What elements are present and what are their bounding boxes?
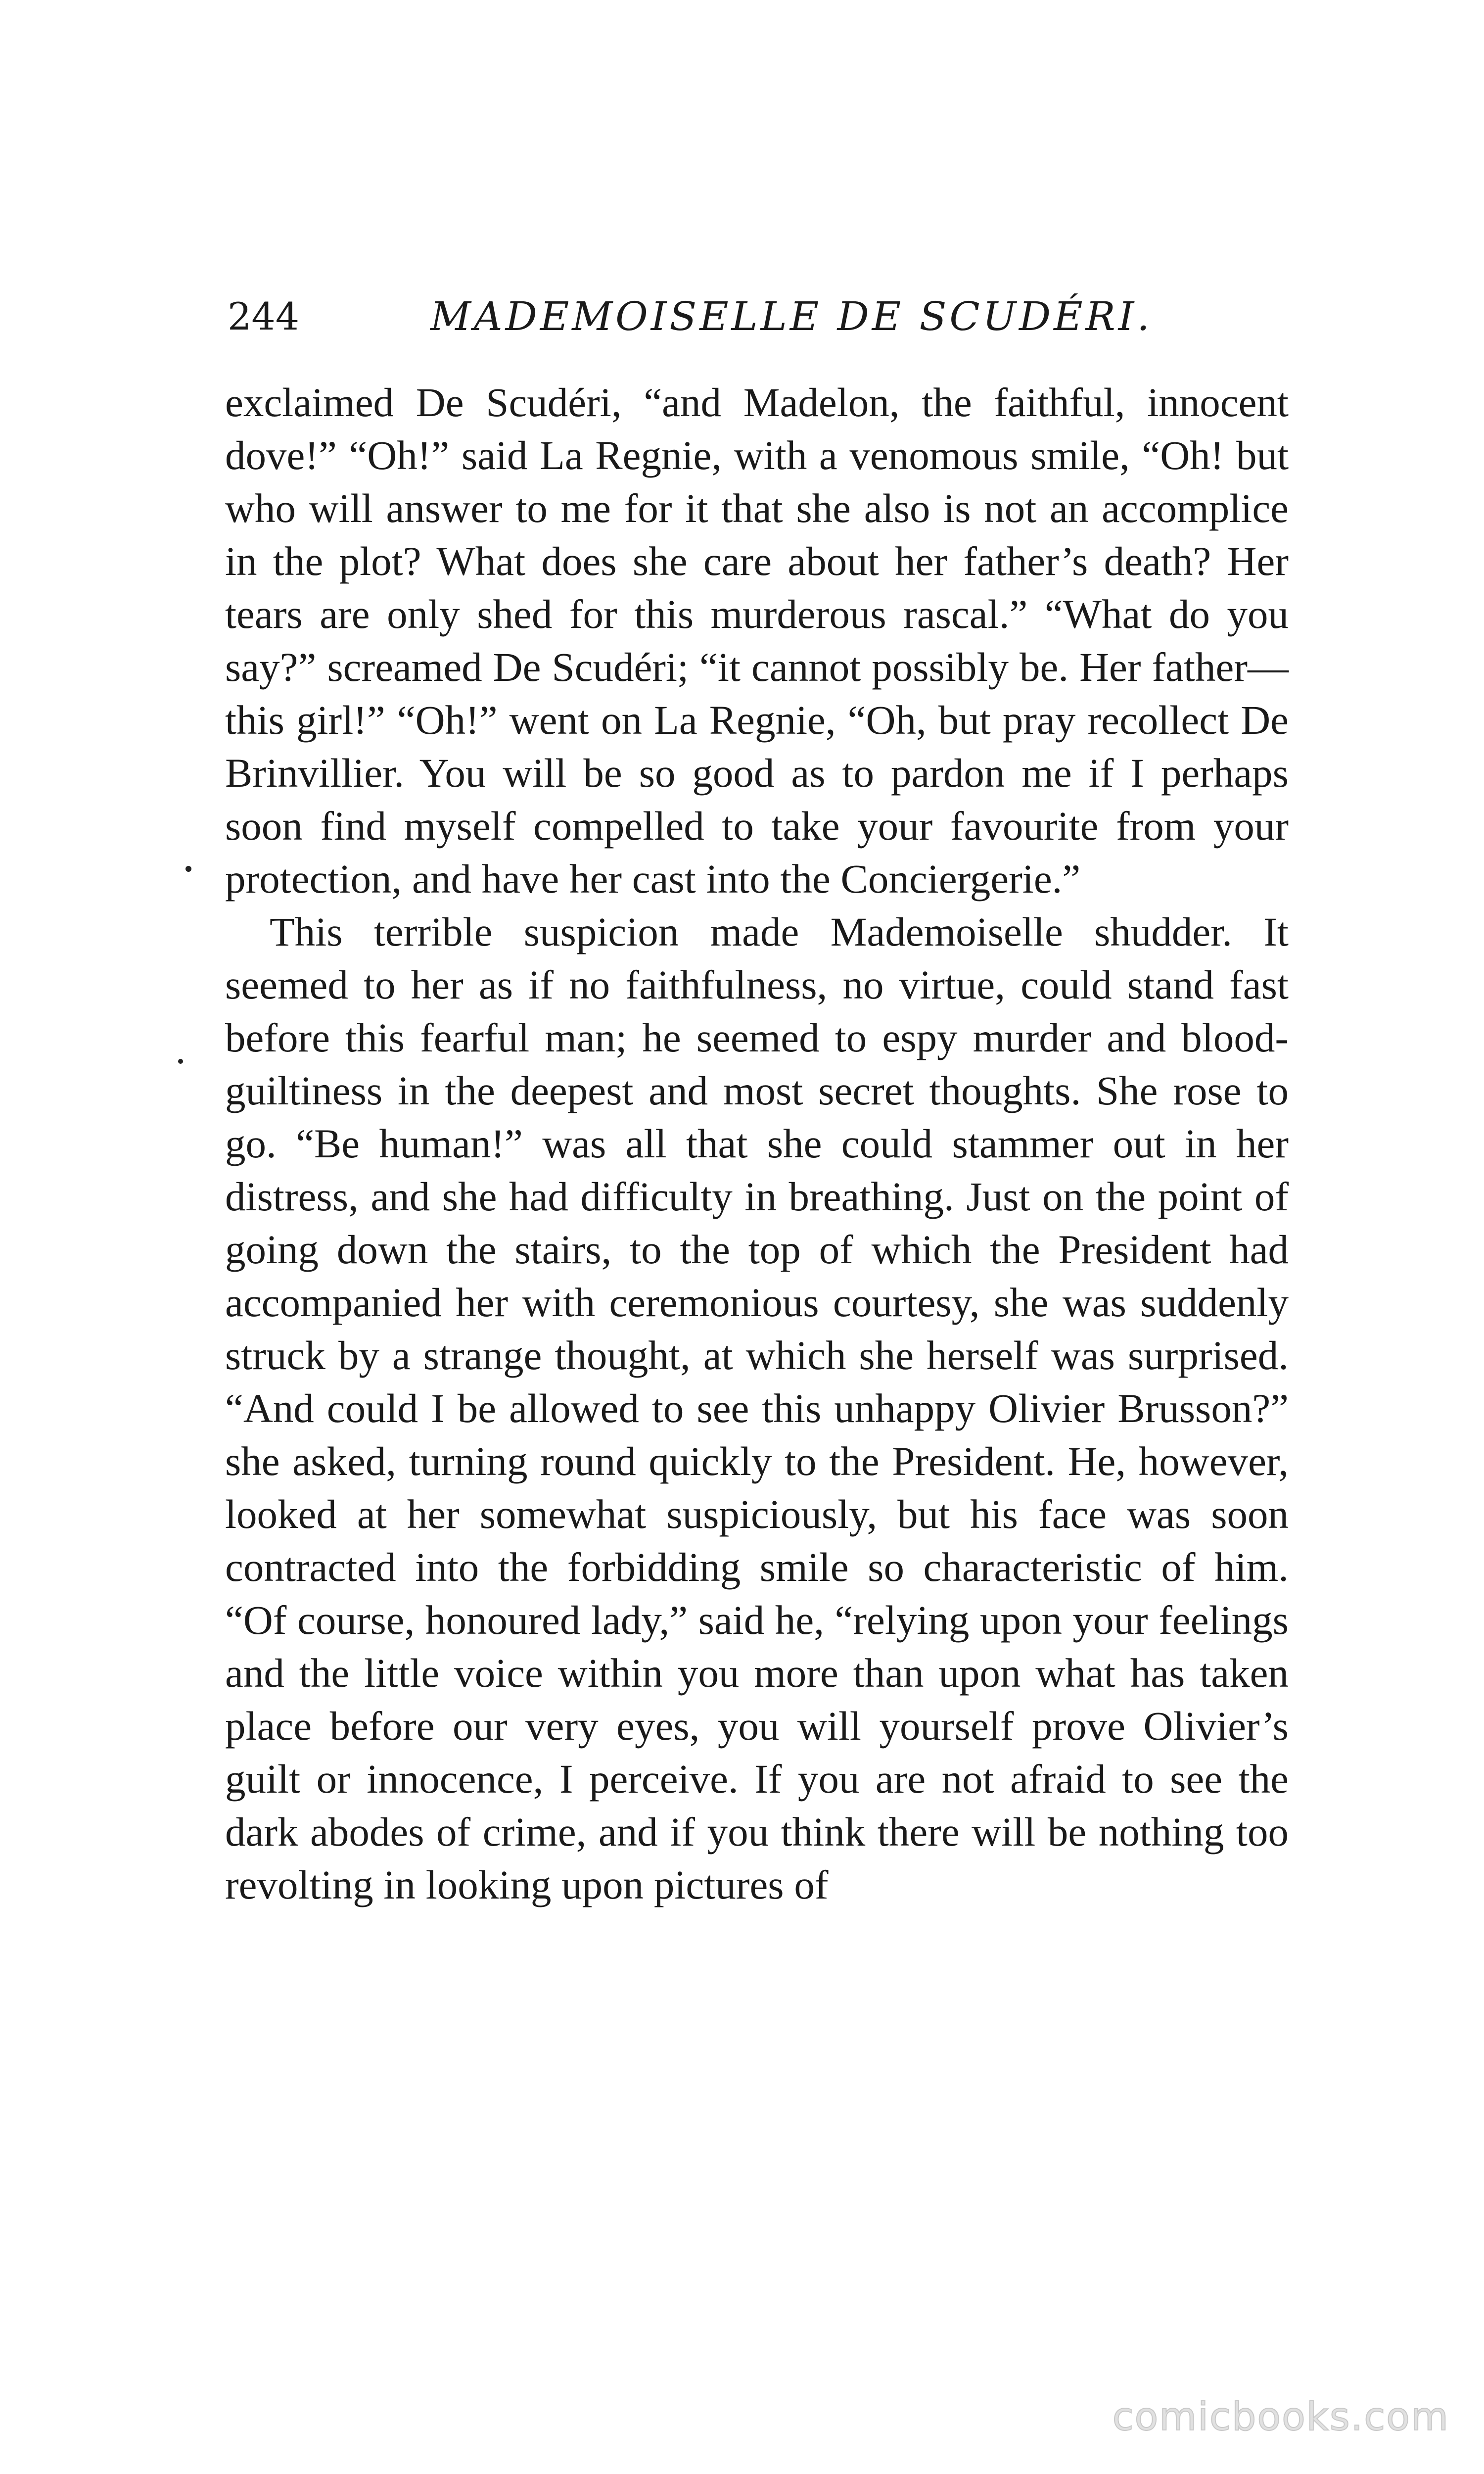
watermark: comicbooks.com <box>1112 2395 1449 2439</box>
body-text <box>225 376 1289 1911</box>
stray-ink-mark <box>186 866 191 872</box>
paragraph-1: exclaimed De Scudéri, “and Madelon, the faithful, innocent dove!” “Oh!” said La Regnie, with a venomous smile, “Oh! but who will answer to me for it that she also is not an accomplice in the plot? What does she care about her father’s death? Her tears are only shed for this murderous rascal.” “What do you say?” screamed De Scudéri; “it cannot possibly be. Her father—this girl!” “Oh!” went on La Regnie, “Oh, but pray recollect De Brinvillier. You will be so good as to pardon me if I perhaps soon find myself compelled to take your favourite from your protection, and have her cast into the Conciergerie.” <box>225 380 1289 902</box>
page-number: 244 <box>228 294 300 338</box>
stray-ink-mark <box>178 1059 183 1064</box>
running-title: MADEMOISELLE DE SCUDÉRI. <box>430 293 1153 339</box>
paragraph-2: This terrible suspicion made Mademoiselle shudder. It seemed to her as if no faithfulness, no virtue, could stand fast before this fearful man; he seemed to espy murder and blood-guiltiness in the deepest and most secret thoughts. She rose to go. “Be human!” was all that she could stammer out in her distress, and she had difficulty in breathing. Just on the point of going down the stairs, to the top of which the President had accompanied her with ceremonious courtesy, she was suddenly struck by a strange thought, at which she herself was surprised. “And could I be allowed to see this unhappy Olivier Brusson?” she asked, turning round quickly to the President. He, however, looked at her somewhat suspiciously, but his face was soon contracted into the forbidding smile so characteristic of him. “Of course, honoured lady,” said he, “relying upon your feelings and the little voice within you more than upon what has taken place before our very eyes, you will yourself prove Olivier’s guilt or innocence, I perceive. If you are not afraid to see the dark abodes of crime, and if you think there will be nothing too revolting in looking upon pictures of <box>225 909 1289 1907</box>
page-header <box>228 287 1286 346</box>
